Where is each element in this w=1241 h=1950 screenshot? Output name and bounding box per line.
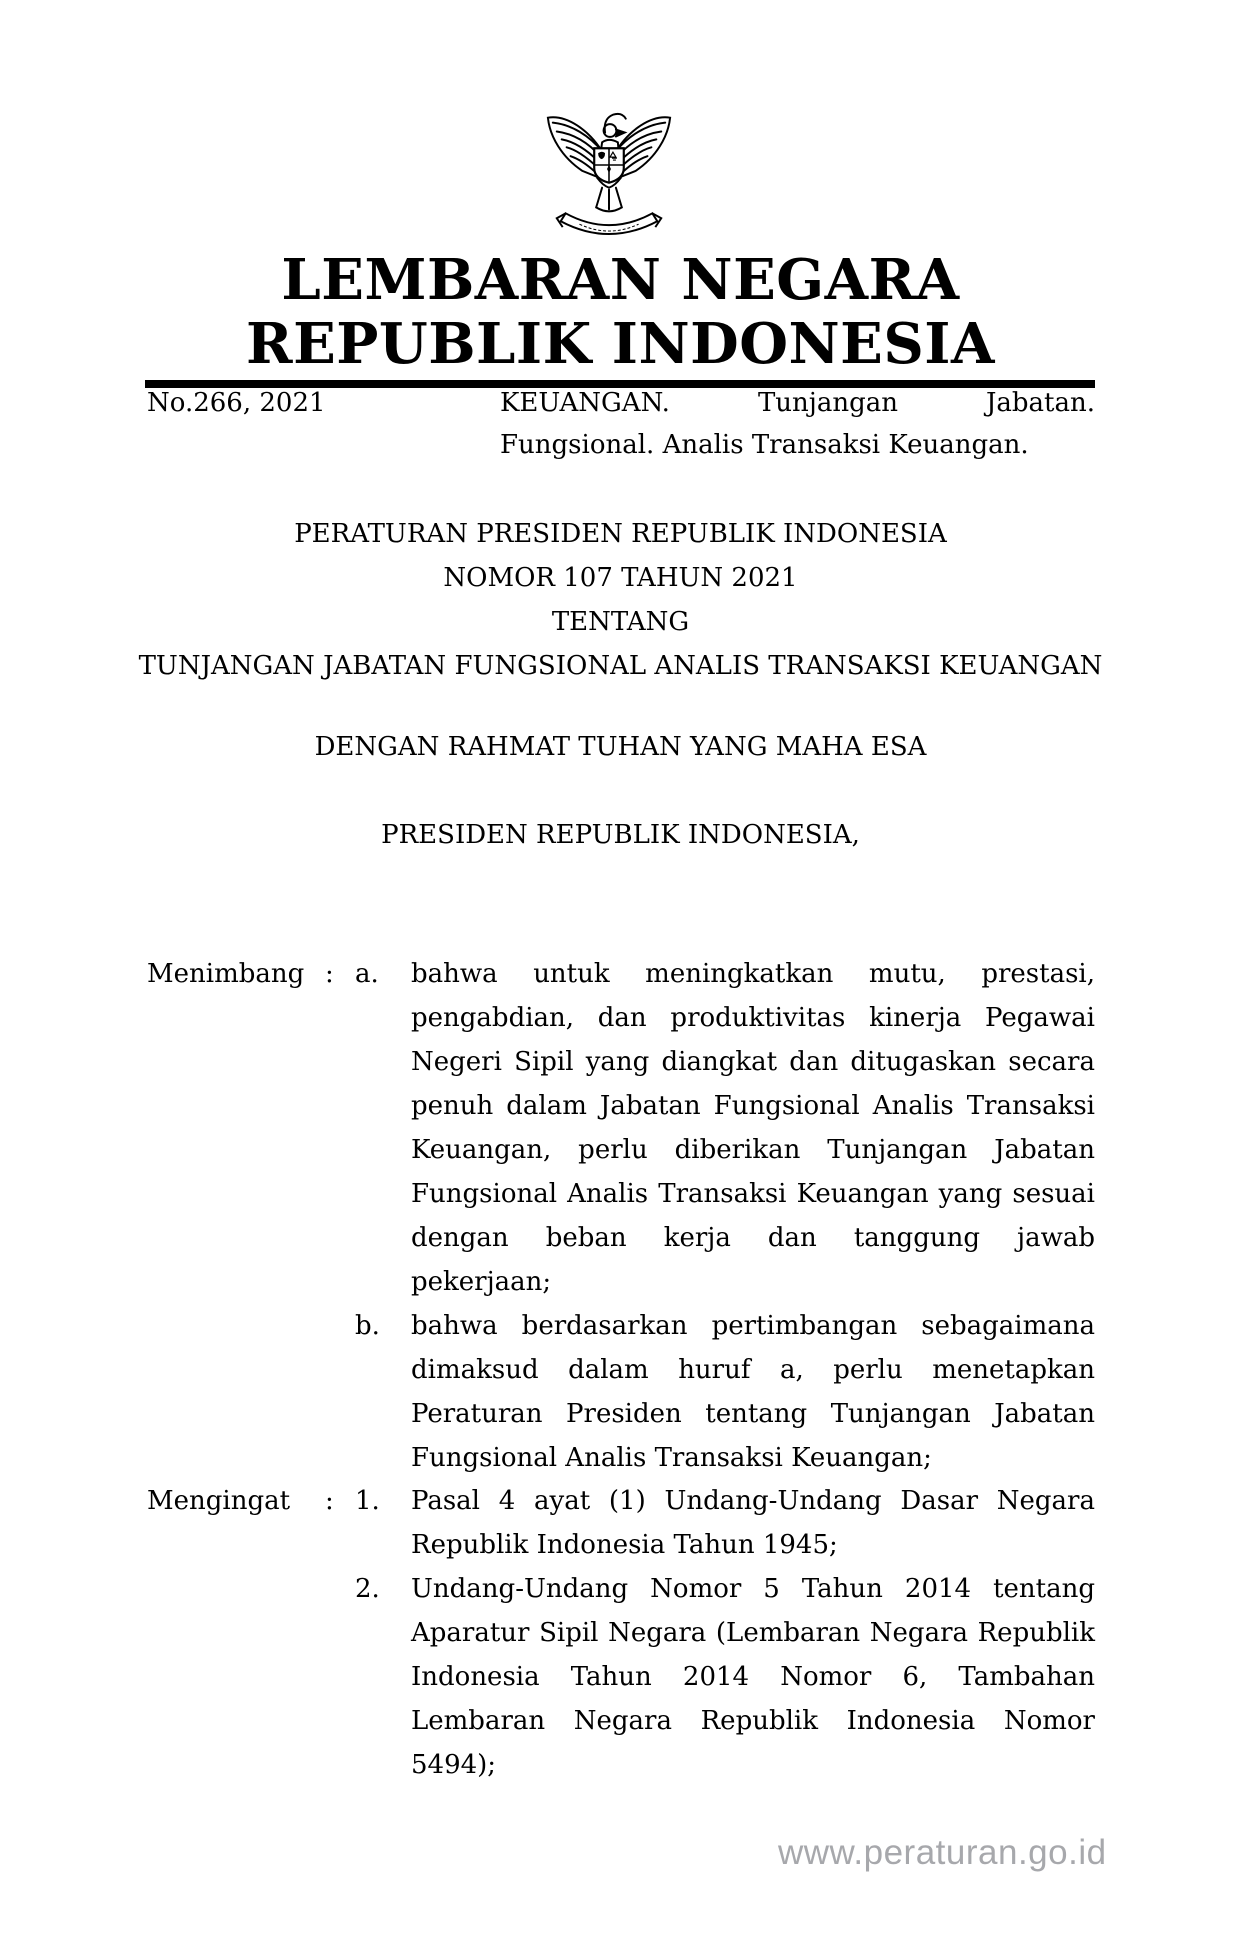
garuda-pancasila-emblem bbox=[540, 86, 678, 246]
list-item-text: bahwa untuk meningkatkan mutu, prestasi, pengabdian, dan produktivitas kinerja Pegawai Negeri Sipil yang diangkat dan ditugaskan secara penuh dalam Jabatan Fungsional Analis Transaksi Keuangan, perlu diberikan Tunjangan Jabatan Fungsional Analis Transaksi Keuangan yang sesuai dengan beban kerja dan tanggung jawab pekerjaan; bbox=[411, 959, 1095, 1297]
list-item-text: bahwa berdasarkan pertimbangan sebagaimana dimaksud dalam huruf a, perlu menetapkan Peraturan Presiden tentang Tunjangan Jabatan Fungsional Analis Transaksi Keuangan; bbox=[411, 1311, 1095, 1473]
section-label: Mengingat bbox=[147, 1486, 291, 1516]
list-item-marker: 1. bbox=[355, 1486, 380, 1516]
authority-line: PRESIDEN REPUBLIK INDONESIA, bbox=[381, 820, 860, 850]
masthead-title-line1: LEMBARAN NEGARA bbox=[281, 247, 960, 313]
heading-line-3: TENTANG bbox=[551, 607, 690, 637]
invocation-line: DENGAN RAHMAT TUHAN YANG MAHA ESA bbox=[314, 732, 927, 762]
issue-number: No.266, 2021 bbox=[147, 388, 326, 418]
section-label: Menimbang bbox=[147, 959, 305, 989]
heading-line-2: NOMOR 107 TAHUN 2021 bbox=[443, 563, 798, 593]
list-item-marker: 2. bbox=[355, 1574, 380, 1604]
subject-classification: KEUANGAN. Tunjangan Jabatan. Fungsional. Analis Transaksi Keuangan. bbox=[500, 388, 1095, 460]
menimbang-section bbox=[147, 952, 1095, 1480]
watermark-url: www.peraturan.go.id bbox=[778, 1833, 1107, 1872]
section-colon: : bbox=[325, 959, 334, 989]
list-item-text: Undang-Undang Nomor 5 Tahun 2014 tentang Aparatur Sipil Negara (Lembaran Negara Republik Indonesia Tahun 2014 Nomor 6, Tambahan Lembaran Negara Republik Indonesia Nomor 5494); bbox=[411, 1574, 1095, 1780]
section-colon: : bbox=[325, 1486, 334, 1516]
masthead-title-line2: REPUBLIK INDONESIA bbox=[246, 311, 995, 377]
list-item-marker: b. bbox=[355, 1311, 380, 1341]
list-item-text: Pasal 4 ayat (1) Undang-Undang Dasar Negara Republik Indonesia Tahun 1945; bbox=[411, 1486, 1095, 1560]
masthead-title bbox=[0, 248, 1241, 376]
heading-line-4: TUNJANGAN JABATAN FUNGSIONAL ANALIS TRANSAKSI KEUANGAN bbox=[138, 651, 1103, 681]
mengingat-section bbox=[147, 1479, 1095, 1787]
list-item-marker: a. bbox=[355, 959, 379, 989]
regulation-heading bbox=[0, 512, 1241, 688]
heading-line-1: PERATURAN PRESIDEN REPUBLIK INDONESIA bbox=[294, 519, 947, 549]
